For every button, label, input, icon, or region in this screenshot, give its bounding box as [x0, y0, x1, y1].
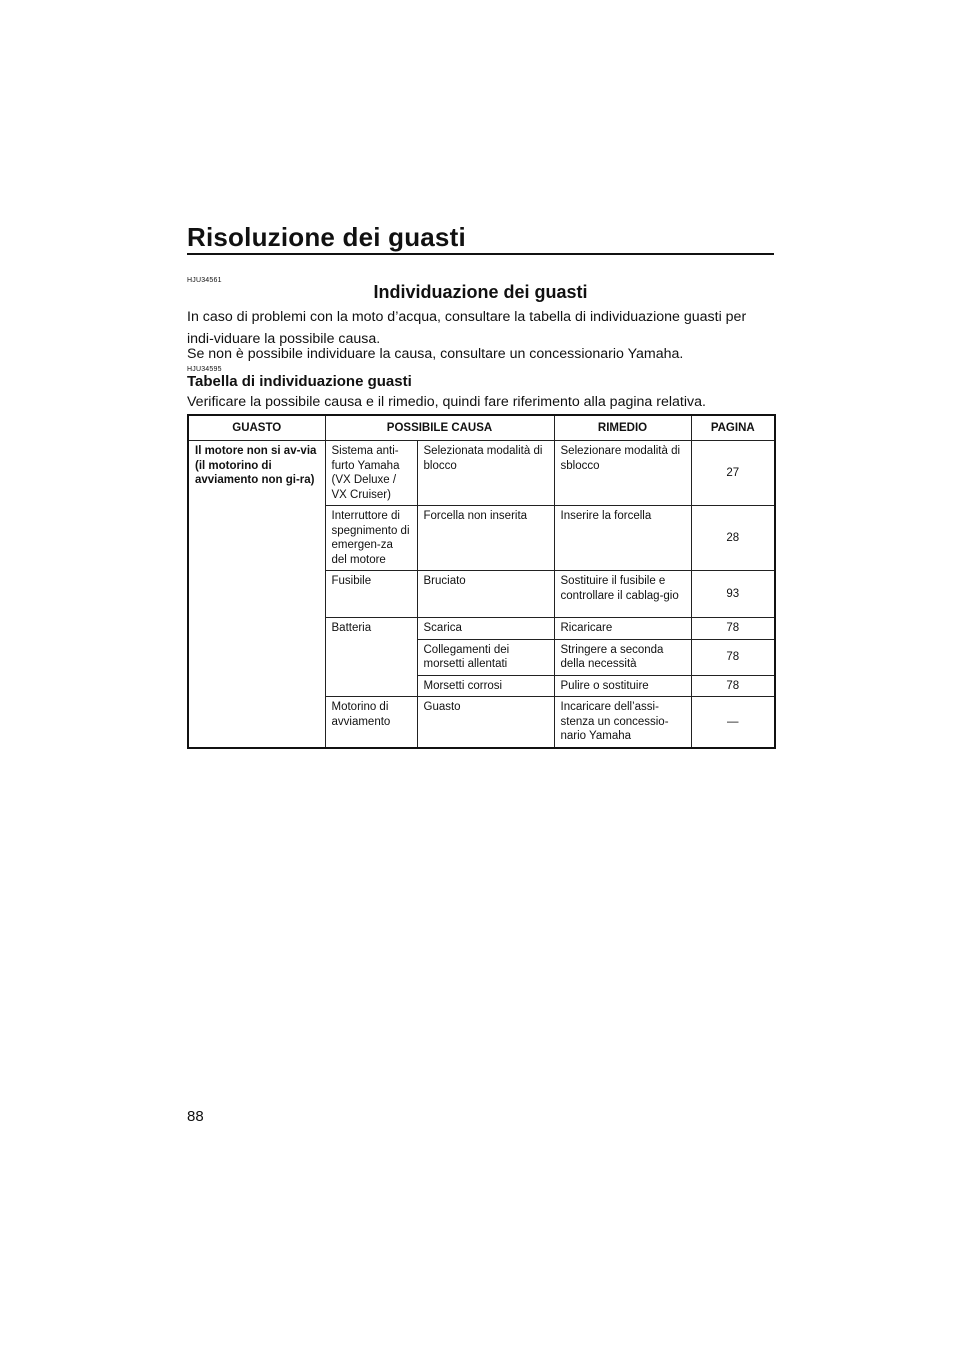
part-cell: Fusibile	[325, 571, 417, 618]
cause-cell: Forcella non inserita	[417, 506, 554, 571]
cause-cell: Selezionata modalità di blocco	[417, 441, 554, 506]
part-cell: Sistema anti-furto Yamaha (VX Deluxe / VX Cruiser)	[325, 441, 417, 506]
subsection-title: Tabella di individuazione guasti	[187, 373, 412, 390]
cause-cell: Bruciato	[417, 571, 554, 618]
page-number: 88	[187, 1108, 204, 1125]
page-cell: 78	[691, 639, 775, 675]
part-cell: Interruttore di spegnimento di emergen-za del motore	[325, 506, 417, 571]
title-rule	[187, 253, 774, 255]
remedy-cell: Sostituire il fusibile e controllare il cablag-gio	[554, 571, 691, 618]
page-cell: 93	[691, 571, 775, 618]
header-remedy: RIMEDIO	[554, 415, 691, 441]
header-page: PAGINA	[691, 415, 775, 441]
part-cell: Batteria	[325, 618, 417, 697]
troubleshooting-table	[187, 414, 776, 749]
dealer-paragraph: Se non è possibile individuare la causa, consultare un concessionario Yamaha.	[187, 346, 684, 362]
header-cause: POSSIBILE CAUSA	[325, 415, 554, 441]
remedy-cell: Selezionare modalità di sblocco	[554, 441, 691, 506]
section-title: Individuazione dei guasti	[373, 282, 588, 302]
remedy-cell: Ricaricare	[554, 618, 691, 640]
intro-paragraph: In caso di problemi con la moto d’acqua, consultare la tabella di individuazione guasti per indi-viduare la possibile causa.	[187, 309, 747, 347]
cause-cell: Morsetti corrosi	[417, 675, 554, 697]
header-fault: GUASTO	[188, 415, 325, 441]
page-title: Risoluzione dei guasti	[187, 222, 466, 252]
remedy-cell: Incaricare dell’assi-stenza un concessio-nario Yamaha	[554, 697, 691, 748]
cause-cell: Scarica	[417, 618, 554, 640]
table-row	[188, 441, 775, 506]
table-header-row	[188, 415, 775, 441]
fault-cell: Il motore non si av-via (il motorino di avviamento non gi-ra)	[188, 441, 325, 748]
remedy-cell: Inserire la forcella	[554, 506, 691, 571]
page-cell: 28	[691, 506, 775, 571]
remedy-cell: Pulire o sostituire	[554, 675, 691, 697]
page-cell: 78	[691, 675, 775, 697]
table-intro-paragraph: Verificare la possibile causa e il rimedio, quindi fare riferimento alla pagina relativa.	[187, 394, 706, 410]
section-code: HJU34561	[187, 277, 222, 284]
remedy-cell: Stringere a seconda della necessità	[554, 639, 691, 675]
page-cell: —	[691, 697, 775, 748]
subsection-code: HJU34595	[187, 366, 222, 373]
part-cell: Motorino di avviamento	[325, 697, 417, 748]
cause-cell: Guasto	[417, 697, 554, 748]
cause-cell: Collegamenti dei morsetti allentati	[417, 639, 554, 675]
page-cell: 27	[691, 441, 775, 506]
page-cell: 78	[691, 618, 775, 640]
